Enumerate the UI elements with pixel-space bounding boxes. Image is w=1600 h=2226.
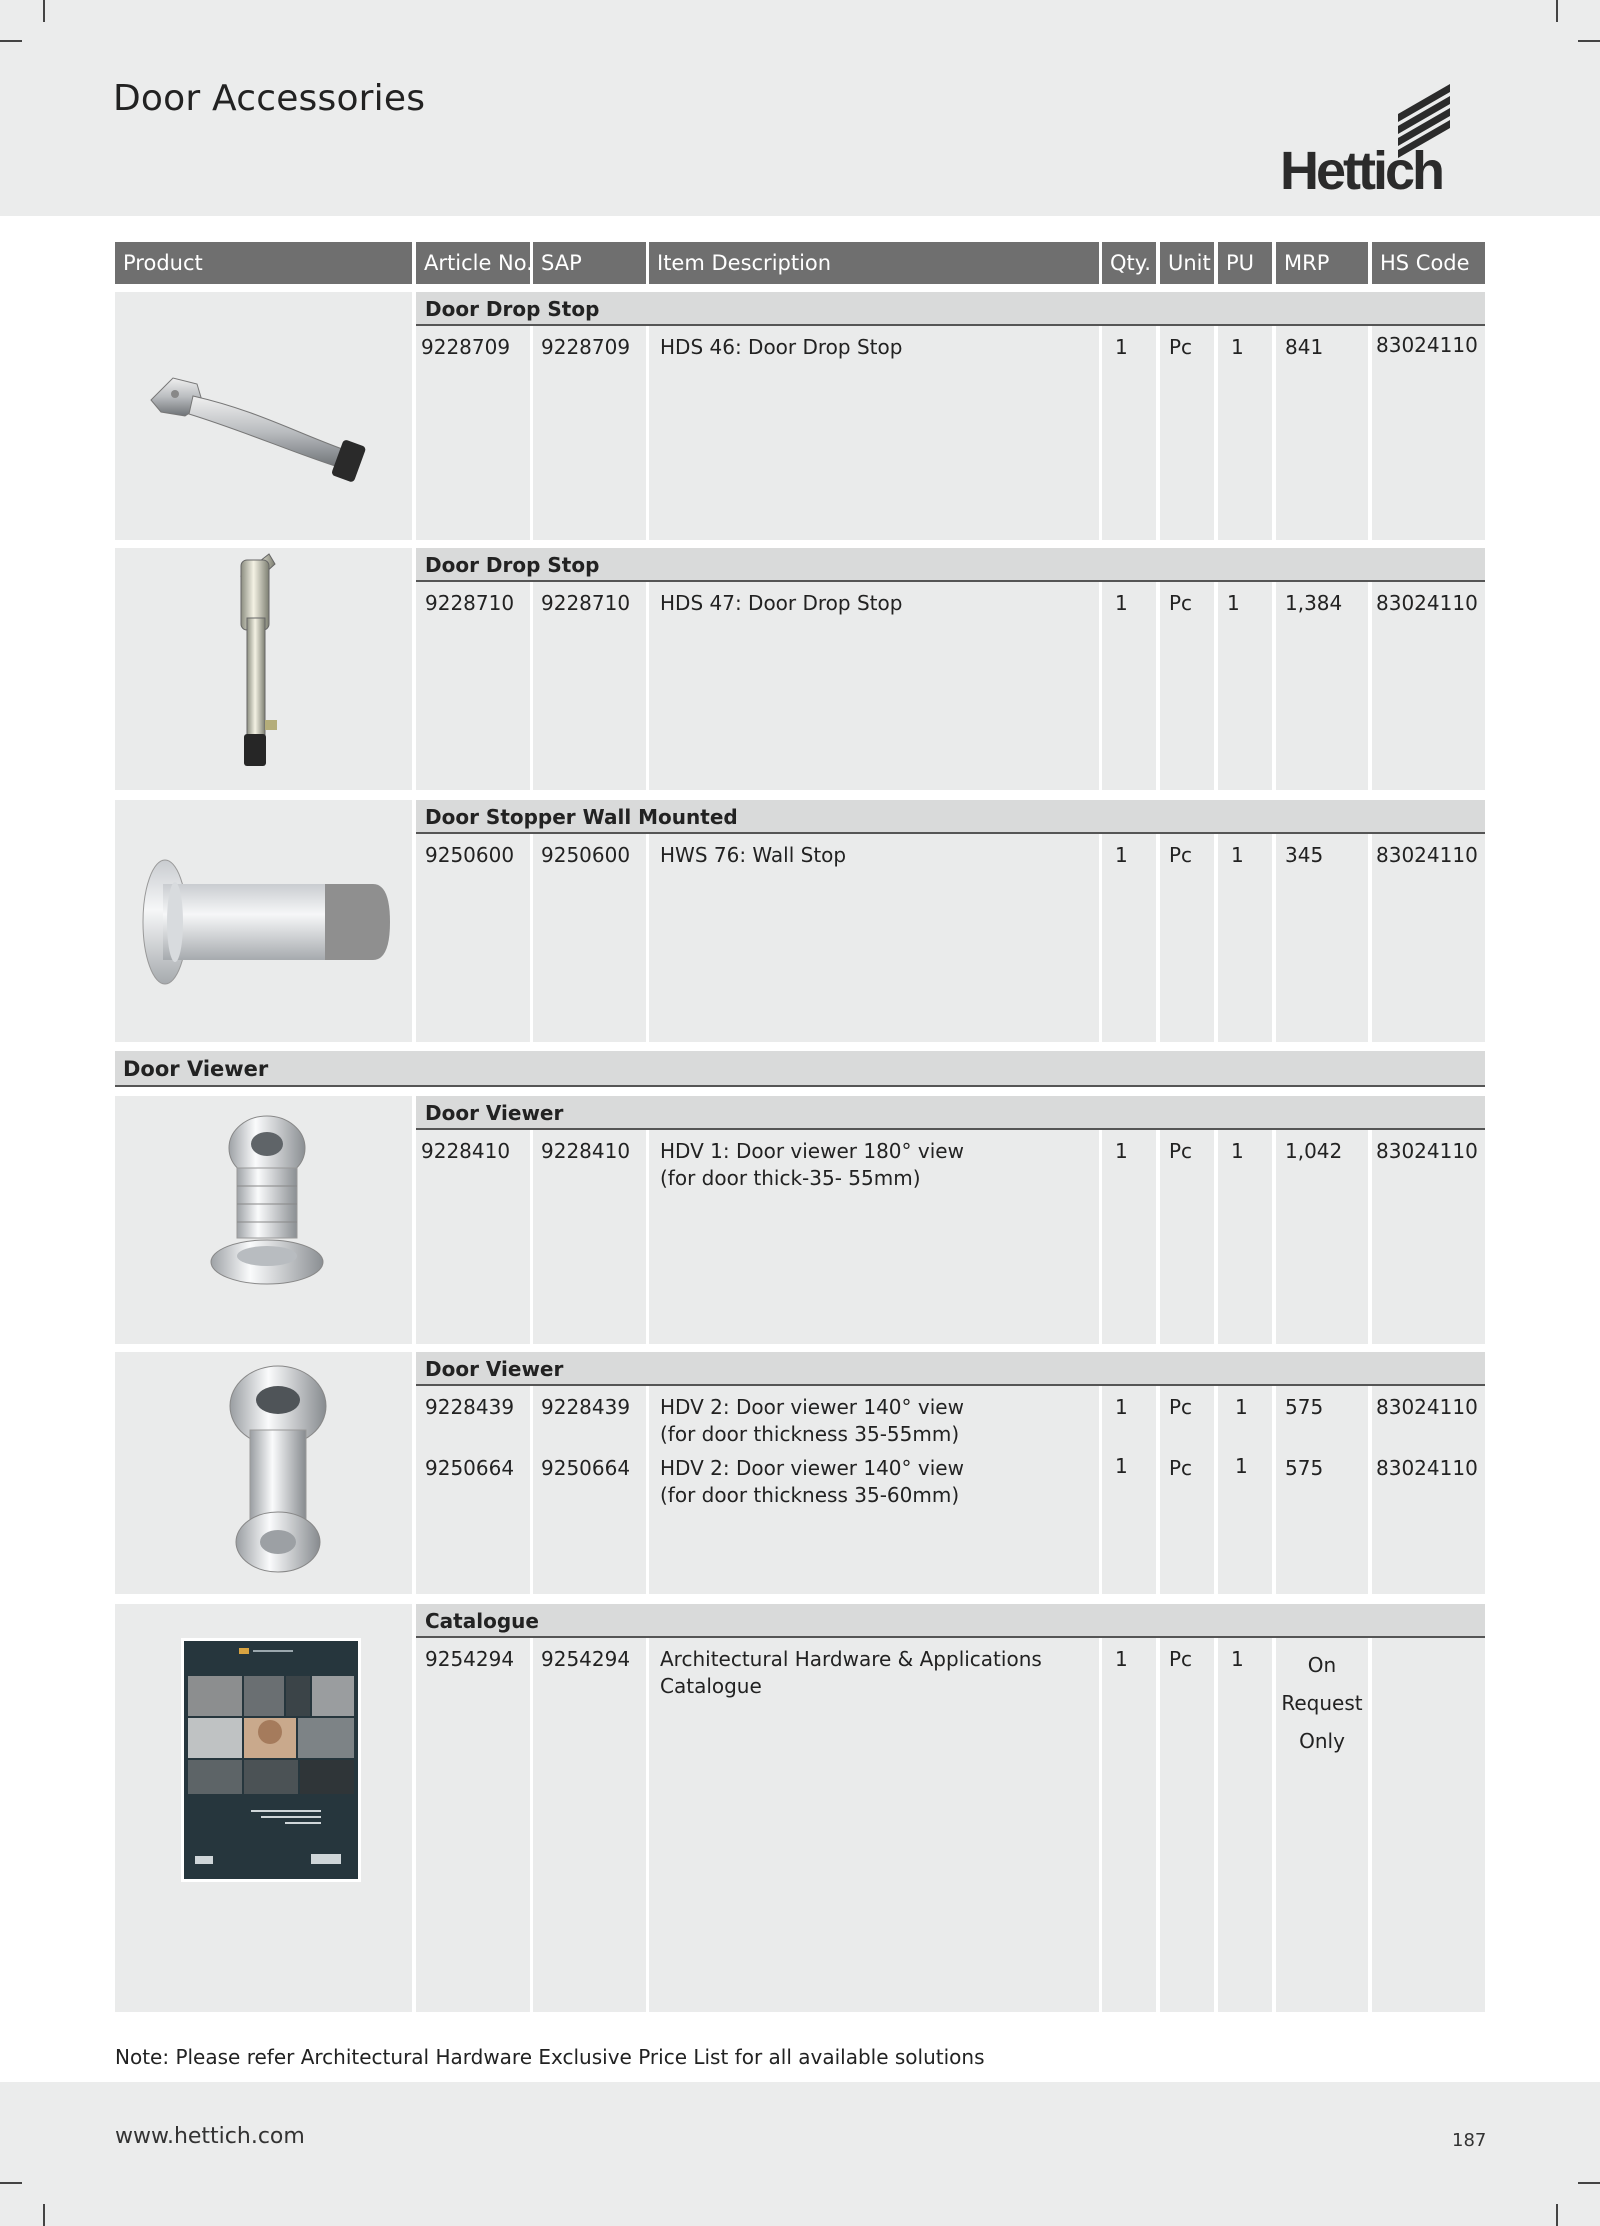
col-hs — [1372, 1604, 1485, 2012]
item-description: HWS 76: Wall Stop — [660, 843, 847, 867]
col-article — [416, 292, 530, 540]
crop-mark — [0, 2182, 22, 2184]
product-block — [115, 1096, 1485, 1344]
group-title: Door Drop Stop — [416, 548, 1485, 582]
col-qty — [1102, 1604, 1156, 2012]
hs-code: 83024110 — [1376, 1139, 1478, 1163]
pu: 1 — [1235, 1395, 1248, 1419]
door-viewer-180-image — [115, 1096, 412, 1344]
group-title: Catalogue — [416, 1604, 1485, 1638]
wall-stop-image — [115, 800, 412, 1042]
item-description: Architectural Hardware & Applications — [660, 1647, 1042, 1671]
header-hs-code: HS Code — [1372, 242, 1485, 284]
col-mrp — [1276, 1096, 1368, 1344]
col-mrp — [1276, 292, 1368, 540]
col-hs — [1372, 1096, 1485, 1344]
mrp: 575 — [1285, 1395, 1324, 1419]
crop-mark — [1556, 2204, 1558, 2226]
col-pu — [1218, 1096, 1272, 1344]
col-qty — [1102, 548, 1156, 790]
col-sap — [533, 1096, 646, 1344]
mrp-line: Request — [1281, 1691, 1363, 1715]
header-sap: SAP — [533, 242, 646, 284]
mrp: 1,384 — [1285, 591, 1343, 615]
group-title: Door Viewer — [416, 1096, 1485, 1130]
crop-mark — [1556, 0, 1558, 22]
item-description: HDS 46: Door Drop Stop — [660, 335, 903, 359]
catalogue-cover-image — [115, 1604, 412, 2012]
header-article-no: Article No. — [416, 242, 530, 284]
mrp-on-request — [1276, 1646, 1368, 1760]
header-mrp: MRP — [1276, 242, 1368, 284]
qty: 1 — [1115, 1647, 1128, 1671]
sap-no: 9228710 — [541, 591, 631, 615]
col-description — [649, 292, 1099, 540]
brand-wordmark: Hettich — [1280, 141, 1443, 201]
sap-no: 9250600 — [541, 843, 631, 867]
article-no: 9228410 — [421, 1139, 511, 1163]
article-no: 9228709 — [421, 335, 511, 359]
col-description — [649, 800, 1099, 1042]
pu: 1 — [1231, 335, 1244, 359]
col-sap — [533, 800, 646, 1042]
col-pu — [1218, 548, 1272, 790]
mrp: 1,042 — [1285, 1139, 1343, 1163]
col-article — [416, 548, 530, 790]
col-sap — [533, 548, 646, 790]
col-pu — [1218, 292, 1272, 540]
product-block — [115, 800, 1485, 1042]
product-block — [115, 1352, 1485, 1594]
article-no: 9254294 — [425, 1647, 515, 1671]
item-description-line2: (for door thickness 35-60mm) — [660, 1483, 960, 1507]
unit: Pc — [1169, 335, 1193, 359]
sap-no: 9228439 — [541, 1395, 631, 1419]
col-unit — [1160, 292, 1214, 540]
crop-mark — [43, 0, 45, 22]
col-sap — [533, 292, 646, 540]
col-mrp — [1276, 548, 1368, 790]
sap-no: 9228410 — [541, 1139, 631, 1163]
col-qty — [1102, 1096, 1156, 1344]
col-qty — [1102, 1352, 1156, 1594]
header-unit: Unit — [1160, 242, 1214, 284]
header-product: Product — [115, 242, 412, 284]
article-no: 9228439 — [425, 1395, 515, 1419]
item-description: HDV 2: Door viewer 140° view — [660, 1395, 964, 1419]
article-no: 9228710 — [425, 591, 515, 615]
product-block — [115, 292, 1485, 540]
item-description: HDS 47: Door Drop Stop — [660, 591, 903, 615]
col-description — [649, 548, 1099, 790]
section-heading: Door Viewer — [115, 1051, 1485, 1087]
mrp: 575 — [1285, 1456, 1324, 1480]
mrp-line: On — [1307, 1653, 1337, 1677]
door-viewer-140-image — [115, 1352, 412, 1594]
crop-mark — [43, 2204, 45, 2226]
col-description — [649, 1096, 1099, 1344]
col-mrp — [1276, 800, 1368, 1042]
unit: Pc — [1169, 1139, 1193, 1163]
header-item-description: Item Description — [649, 242, 1099, 284]
col-unit — [1160, 1096, 1214, 1344]
unit: Pc — [1169, 591, 1193, 615]
sap-no: 9254294 — [541, 1647, 631, 1671]
website-link[interactable]: www.hettich.com — [115, 2124, 305, 2149]
qty: 1 — [1115, 1139, 1128, 1163]
sap-no: 9228709 — [541, 335, 631, 359]
product-block — [115, 1604, 1485, 2012]
group-title: Door Drop Stop — [416, 292, 1485, 326]
pu: 1 — [1235, 1454, 1248, 1478]
mrp: 345 — [1285, 843, 1324, 867]
pu: 1 — [1231, 1139, 1244, 1163]
product-block — [115, 548, 1485, 790]
col-hs — [1372, 548, 1485, 790]
unit: Pc — [1169, 1456, 1193, 1480]
qty: 1 — [1115, 335, 1128, 359]
pu: 1 — [1231, 1647, 1244, 1671]
mrp-line: Only — [1299, 1729, 1345, 1753]
page-number: 187 — [1452, 2130, 1487, 2151]
crop-mark — [1578, 2182, 1600, 2184]
group-title: Door Stopper Wall Mounted — [416, 800, 1485, 834]
header-pu: PU — [1218, 242, 1272, 284]
item-description-line2: Catalogue — [660, 1674, 762, 1698]
qty: 1 — [1115, 1454, 1128, 1478]
item-description-line2: (for door thickness 35-55mm) — [660, 1422, 960, 1446]
mrp: 841 — [1285, 335, 1324, 359]
article-no: 9250600 — [425, 843, 515, 867]
unit: Pc — [1169, 1395, 1193, 1419]
unit: Pc — [1169, 843, 1193, 867]
item-description-line2: (for door thick-35- 55mm) — [660, 1166, 921, 1190]
footer-band — [0, 2082, 1600, 2226]
group-title: Door Viewer — [416, 1352, 1485, 1386]
col-hs — [1372, 800, 1485, 1042]
col-article — [416, 1096, 530, 1344]
qty: 1 — [1115, 843, 1128, 867]
hs-code: 83024110 — [1376, 1395, 1478, 1419]
header-qty: Qty. — [1102, 242, 1156, 284]
qty: 1 — [1115, 1395, 1128, 1419]
item-description: HDV 2: Door viewer 140° view — [660, 1456, 964, 1480]
door-drop-stop-hds47-image — [115, 548, 412, 790]
pu: 1 — [1227, 591, 1240, 615]
unit: Pc — [1169, 1647, 1193, 1671]
door-drop-stop-hds46-image — [115, 292, 412, 540]
article-no: 9250664 — [425, 1456, 515, 1480]
col-unit — [1160, 800, 1214, 1042]
hs-code: 83024110 — [1376, 1456, 1478, 1480]
pu: 1 — [1231, 843, 1244, 867]
sap-no: 9250664 — [541, 1456, 631, 1480]
page-title: Door Accessories — [113, 78, 426, 119]
col-pu — [1218, 1604, 1272, 2012]
col-unit — [1160, 548, 1214, 790]
col-qty — [1102, 800, 1156, 1042]
hs-code: 83024110 — [1376, 591, 1478, 615]
crop-mark — [0, 40, 22, 42]
col-hs — [1372, 292, 1485, 540]
hs-code: 83024110 — [1376, 843, 1478, 867]
footnote: Note: Please refer Architectural Hardware Exclusive Price List for all available solutions — [115, 2045, 985, 2069]
brand-logo — [1280, 84, 1474, 202]
crop-mark — [1578, 40, 1600, 42]
qty: 1 — [1115, 591, 1128, 615]
col-article — [416, 800, 530, 1042]
hs-code: 83024110 — [1376, 333, 1478, 357]
col-qty — [1102, 292, 1156, 540]
item-description: HDV 1: Door viewer 180° view — [660, 1139, 964, 1163]
col-pu — [1218, 800, 1272, 1042]
